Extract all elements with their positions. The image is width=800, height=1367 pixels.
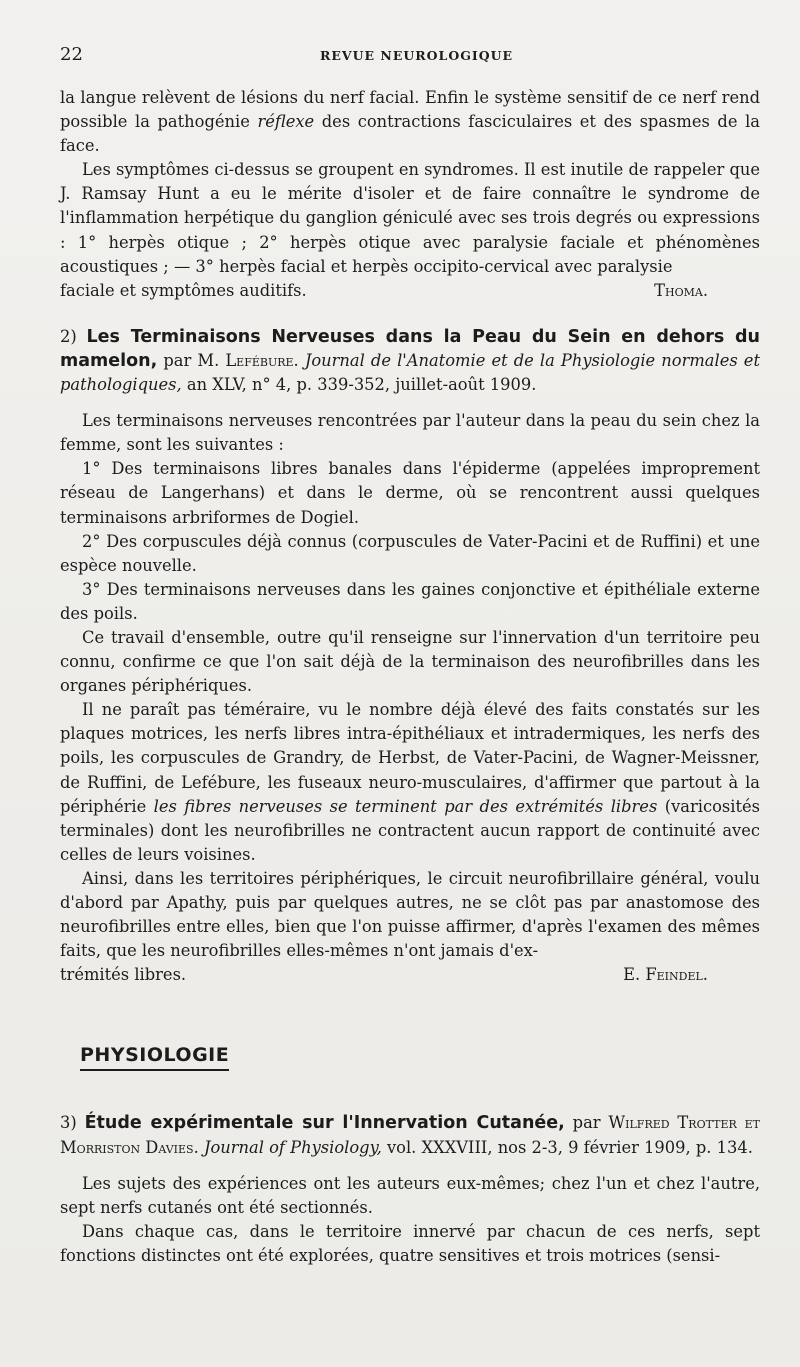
abstract-entry-title: 3) Étude expérimentale sur l'Innervation Cutanée, par Wilfred Trotter et Morriston Davies. Journal of Physiology, vol. XXXVIII, nos 2-3, 9 février 1909, p. 134. bbox=[60, 1113, 760, 1157]
paragraph: Il ne paraît pas téméraire, vu le nombre déjà élevé des faits constatés sur les plaques motrices, les nerfs libres intra-épithéliaux et intradermiques, les nerfs des poils, les corpuscules de Grandry, de Herbst, de Vater-Pacini, de Wagner-Meissner, de Ruffini, de Lefébure, les fuseaux neuro-musculaires, d'affirmer que partout à la périphérie les fibres nerveuses se terminent par des extrémités libres (varicosités terminales) dont les neurofibrilles ne contractent aucun rapport de continuité avec celles de leurs voisines. bbox=[60, 700, 760, 864]
paragraph: Les terminaisons nerveuses rencontrées par l'auteur dans la peau du sein chez la femme, sont les suivantes : bbox=[60, 411, 760, 455]
signature: E. Feindel. bbox=[623, 965, 708, 985]
section-heading: PHYSIOLOGIE bbox=[80, 1043, 229, 1071]
paragraph: Dans chaque cas, dans le territoire innervé par chacun de ces nerfs, sept fonctions distinctes ont été explorées, quatre sensitives et trois motrices (sensi- bbox=[60, 1221, 760, 1265]
paragraph: Les symptômes ci-dessus se groupent en syndromes. Il est inutile de rappeler que J. Ramsay Hunt a eu le mérite d'isoler et de faire connaître le syndrome de l'inflammation herpétique du ganglion géniculé avec ses trois degrés ou expressions : 1° herpès otique ; 2° herpès otique avec paralysie faciale et phénomènes acoustiques ; — 3° herpès facial et herpès occipito-cervical avec paralysie bbox=[60, 160, 761, 276]
page-body bbox=[60, 86, 760, 1268]
page-header bbox=[60, 44, 760, 68]
abstract-entry-title: 2) Les Terminaisons Nerveuses dans la Peau du Sein en dehors du mamelon, par M. Lefébure. Journal de l'Anatomie et de la Physiologie normales et pathologiques, an XLV, n° 4, p. 339-352, juillet-août 1909. bbox=[60, 326, 760, 395]
paragraph-signed: faciale et symptômes auditifs. Thoma. bbox=[60, 279, 760, 303]
page-number: 22 bbox=[60, 44, 83, 65]
paragraph: 1° Des terminaisons libres banales dans l'épiderme (appelées improprement réseau de Langerhans) et dans le derme, où se rencontrent aussi quelques terminaisons arbriformes de Dogiel. bbox=[60, 459, 760, 527]
running-title: REVUE NEUROLOGIQUE bbox=[320, 48, 514, 63]
paragraph-signed: trémités libres. E. Feindel. bbox=[60, 963, 760, 987]
paragraph: Ainsi, dans les territoires périphériques, le circuit neurofibrillaire général, voulu d'abord par Apathy, puis par quelques autres, ne se clôt pas par anastomose des neurofibrilles entre elles, bien que l'on puisse affirmer, d'après l'examen des mêmes faits, que les neurofibrilles elles-mêmes n'ont jamais d'ex- bbox=[60, 868, 760, 961]
paragraph: Les sujets des expériences ont les auteurs eux-mêmes; chez l'un et chez l'autre, sept nerfs cutanés ont été sectionnés. bbox=[60, 1173, 760, 1217]
paragraph: Ce travail d'ensemble, outre qu'il renseigne sur l'innervation d'un territoire peu connu, confirme ce que l'on sait déjà de la terminaison des neurofibrilles dans les organes périphériques. bbox=[60, 627, 760, 696]
paragraph: la langue relèvent de lésions du nerf facial. Enfin le système sensitif de ce nerf rend possible la pathogénie réflexe des contractions fasciculaires et des spasmes de la face. bbox=[60, 88, 760, 156]
signature: Thoma. bbox=[654, 280, 708, 300]
paragraph: 3° Des terminaisons nerveuses dans les gaines conjonctive et épithéliale externe des poils. bbox=[60, 579, 760, 623]
paragraph: 2° Des corpuscules déjà connus (corpuscules de Vater-Pacini et de Ruffini) et une espèce nouvelle. bbox=[60, 531, 760, 575]
